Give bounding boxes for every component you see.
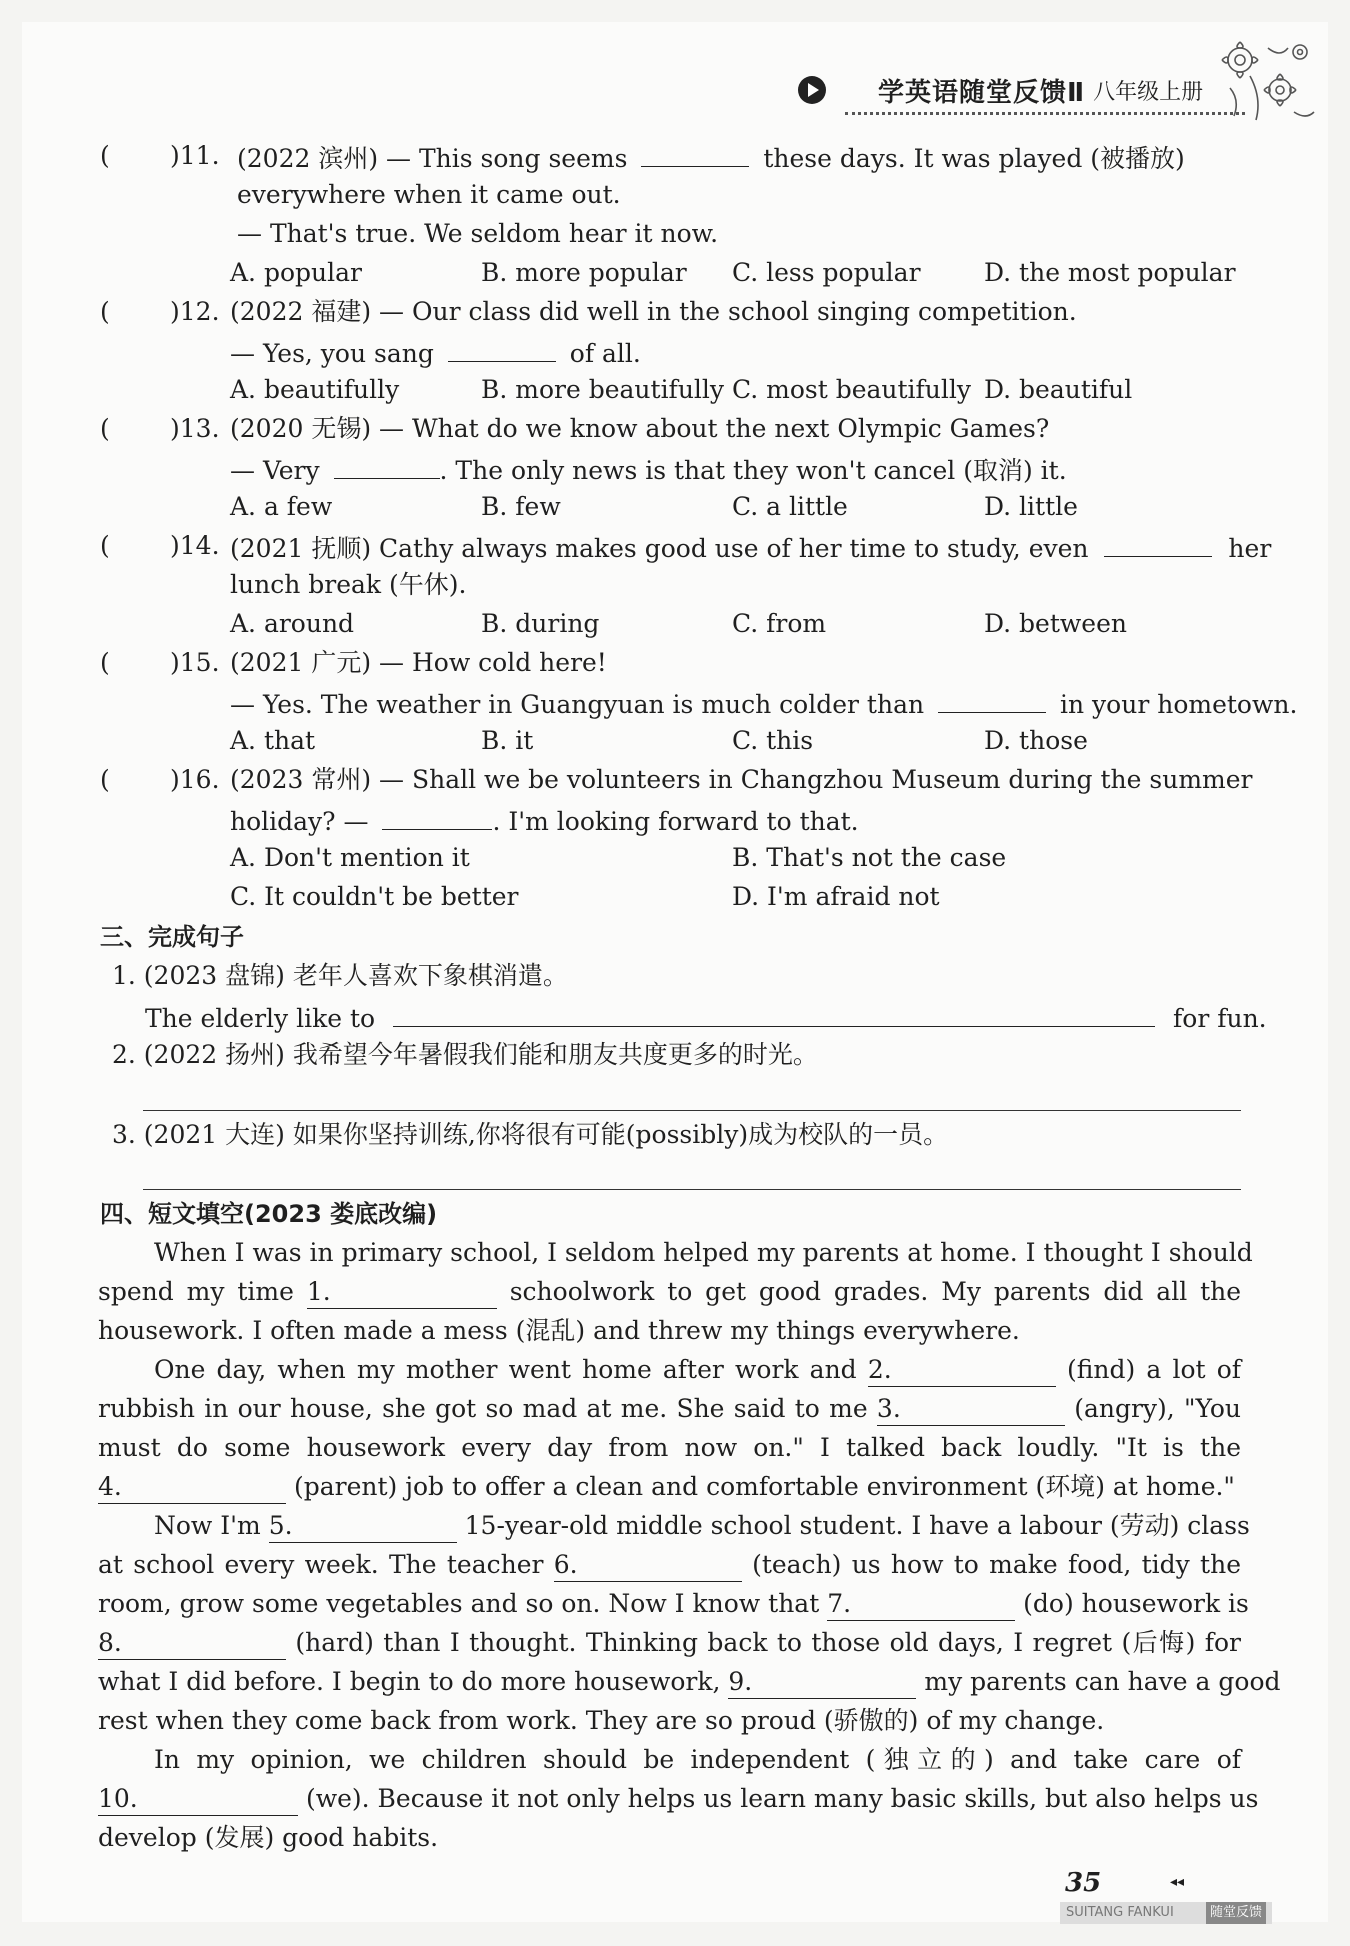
play-circle-icon — [798, 76, 826, 104]
passage-line: When I was in primary school, I seldom helped my parents at home. I thought I should — [154, 1238, 1253, 1267]
passage-blank[interactable]: 4. — [98, 1471, 286, 1504]
option-a: A. beautifully — [230, 375, 400, 404]
option-c: C. from — [732, 609, 827, 638]
option-d: D. those — [984, 726, 1088, 755]
option-c: C. It couldn't be better — [230, 882, 519, 911]
question-number: )13. — [170, 414, 220, 443]
option-b: B. more beautifully — [481, 375, 725, 404]
answer-line[interactable] — [143, 1189, 1241, 1190]
passage-line: what I did before. I begin to do more housework, 9. my parents can have a good — [98, 1666, 1241, 1699]
option-c: C. most beautifully — [732, 375, 972, 404]
question-stem: holiday? — . I'm looking forward to that. — [230, 803, 859, 838]
passage-line: Now I'm 5. 15-year-old middle school student. I have a labour (劳动) class — [154, 1510, 1241, 1543]
answer-blank[interactable] — [382, 803, 492, 830]
footer-brand — [1060, 1902, 1272, 1924]
passage-line: 4. (parent) job to offer a clean and comfortable environment (环境) at home." — [98, 1471, 1235, 1504]
option-b: B. few — [481, 492, 561, 521]
answer-paren: ( — [100, 765, 110, 794]
passage-blank[interactable]: 3. — [877, 1393, 1065, 1426]
option-d: D. the most popular — [984, 258, 1236, 287]
question-stem: (2022 滨州) — This song seems these days. It was played (被播放) — [237, 140, 1185, 175]
passage-blank[interactable]: 9. — [728, 1666, 916, 1699]
option-d: D. little — [984, 492, 1078, 521]
answer-blank[interactable] — [393, 1000, 1155, 1027]
question-number: )11. — [170, 141, 220, 170]
passage-line: In my opinion, we children should be independent (独立的) and take care of — [154, 1745, 1241, 1774]
passage-line: 10. (we). Because it not only helps us learn many basic skills, but also helps us — [98, 1783, 1241, 1816]
header-title: 学英语随堂反馈Ⅱ — [878, 77, 1086, 108]
passage-line: 8. (hard) than I thought. Thinking back to those old days, I regret (后悔) for — [98, 1627, 1241, 1660]
page-number: 35 — [1065, 1868, 1102, 1898]
question-number: )15. — [170, 648, 220, 677]
option-b: B. That's not the case — [732, 843, 1007, 872]
passage-line: develop (发展) good habits. — [98, 1823, 439, 1852]
footer-brand-cn: 随堂反馈 — [1206, 1902, 1266, 1924]
answer-blank[interactable] — [334, 452, 440, 479]
question-stem: (2022 福建) — Our class did well in the school singing competition. — [230, 297, 1077, 326]
header-divider — [845, 112, 1245, 115]
question-stem: — Very . The only news is that they won't cancel (取消) it. — [230, 452, 1067, 487]
option-a: A. popular — [230, 258, 362, 287]
passage-blank[interactable]: 2. — [868, 1354, 1056, 1387]
option-a: A. a few — [230, 492, 333, 521]
answer-blank[interactable] — [448, 335, 556, 362]
question-stem: everywhere when it came out. — [237, 180, 621, 209]
passage-line: rubbish in our house, she got so mad at me. She said to me 3. (angry), "You — [98, 1393, 1241, 1426]
answer-paren: ( — [100, 531, 110, 560]
passage-blank[interactable]: 6. — [554, 1549, 742, 1582]
arrow-left-icon: ◂◂ — [1170, 1874, 1185, 1890]
passage-blank[interactable]: 1. — [307, 1276, 497, 1309]
flower-decoration-icon — [1210, 28, 1320, 138]
footer-brand-en: SUITANG FANKUI — [1066, 1905, 1174, 1920]
question-stem: — Yes, you sang of all. — [230, 335, 641, 370]
passage-line: One day, when my mother went home after work and 2. (find) a lot of — [154, 1354, 1241, 1387]
question-stem: — Yes. The weather in Guangyuan is much colder than in your hometown. — [230, 686, 1297, 721]
translation-answer: The elderly like to for fun. — [145, 1000, 1267, 1035]
answer-paren: ( — [100, 648, 110, 677]
section-title: 三、完成句子 — [100, 923, 244, 951]
passage-line: must do some housework every day from now on." I talked back loudly. "It is the — [98, 1433, 1241, 1462]
passage-line: room, grow some vegetables and so on. Now I know that 7. (do) housework is — [98, 1588, 1241, 1621]
option-d: D. between — [984, 609, 1127, 638]
passage-line: rest when they come back from work. They are so proud (骄傲的) of my change. — [98, 1706, 1105, 1735]
question-number: )12. — [170, 297, 220, 326]
option-b: B. during — [481, 609, 600, 638]
answer-blank[interactable] — [1104, 530, 1212, 557]
passage-blank[interactable]: 5. — [269, 1510, 457, 1543]
passage-line: spend my time 1. schoolwork to get good grades. My parents did all the — [98, 1276, 1241, 1309]
section-title: 四、短文填空(2023 娄底改编) — [100, 1200, 438, 1228]
option-b: B. it — [481, 726, 534, 755]
answer-paren: ( — [100, 297, 110, 326]
option-d: D. beautiful — [984, 375, 1133, 404]
option-c: C. less popular — [732, 258, 921, 287]
option-a: A. around — [230, 609, 355, 638]
question-stem: — That's true. We seldom hear it now. — [237, 219, 719, 248]
question-number: )16. — [170, 765, 220, 794]
question-stem: (2021 广元) — How cold here! — [230, 648, 607, 677]
translation-prompt: 1. (2023 盘锦) 老年人喜欢下象棋消遣。 — [112, 961, 568, 990]
option-a: A. Don't mention it — [230, 843, 470, 872]
option-b: B. more popular — [481, 258, 687, 287]
option-a: A. that — [230, 726, 316, 755]
question-stem: (2021 抚顺) Cathy always makes good use of her time to study, even her — [230, 530, 1271, 565]
option-c: C. this — [732, 726, 814, 755]
header-subtitle: 八年级上册 — [1093, 79, 1204, 105]
passage-blank[interactable]: 8. — [98, 1627, 286, 1660]
question-stem: (2023 常州) — Shall we be volunteers in Changzhou Museum during the summer — [230, 765, 1253, 794]
passage-blank[interactable]: 10. — [98, 1783, 298, 1816]
answer-blank[interactable] — [641, 140, 749, 167]
passage-blank[interactable]: 7. — [827, 1588, 1015, 1621]
page-header — [798, 70, 1203, 110]
question-stem: lunch break (午休). — [230, 570, 467, 599]
passage-line: at school every week. The teacher 6. (teach) us how to make food, tidy the — [98, 1549, 1241, 1582]
question-stem: (2020 无锡) — What do we know about the next Olympic Games? — [230, 414, 1050, 443]
answer-paren: ( — [100, 141, 110, 170]
passage-line: housework. I often made a mess (混乱) and threw my things everywhere. — [98, 1316, 1020, 1345]
translation-prompt: 2. (2022 扬州) 我希望今年暑假我们能和朋友共度更多的时光。 — [112, 1040, 818, 1069]
option-c: C. a little — [732, 492, 848, 521]
answer-paren: ( — [100, 414, 110, 443]
translation-prompt: 3. (2021 大连) 如果你坚持训练,你将很有可能(possibly)成为校队的一员。 — [112, 1120, 949, 1149]
question-number: )14. — [170, 531, 220, 560]
option-d: D. I'm afraid not — [732, 882, 940, 911]
answer-line[interactable] — [143, 1110, 1241, 1111]
answer-blank[interactable] — [938, 686, 1046, 713]
